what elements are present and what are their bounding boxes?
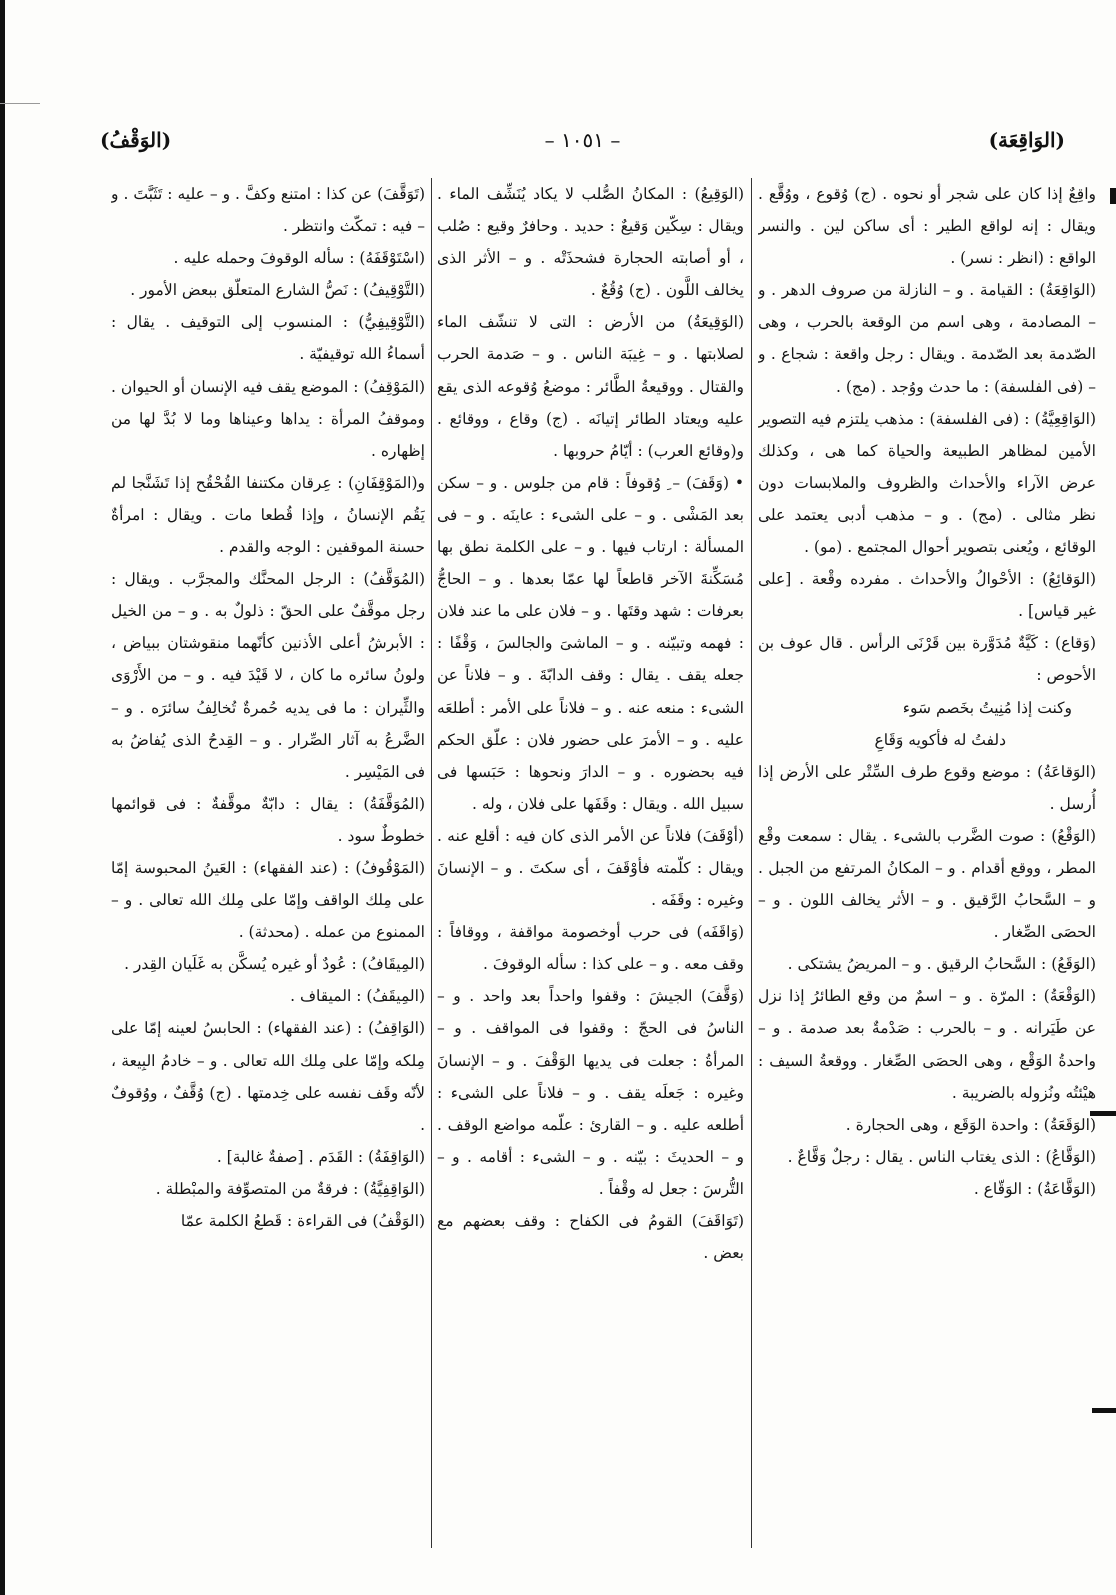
- entry: (الوَقَّاعُ) : الذى يغتاب الناس . يقال : رجلٌ وَقَّاعٌ .: [787, 1147, 1096, 1166]
- entry: (التَّوْقِيفُ) : نَصُّ الشارع المتعلّق ببعض الأمور .: [130, 281, 425, 300]
- entry: (الوَاقِفَةُ) : القَدَم . [صفةٌ غالبة] .: [216, 1147, 425, 1166]
- column-divider: [431, 178, 432, 1548]
- entry: (وَقاع) : كَيَّةٌ مُدَوَّرة بين قَرْنَى الرأس . قال عوف بن الأحوص :: [758, 634, 1096, 685]
- entry: (اسْتَوْقَفَهُ) : سأله الوقوفَ وحمله عليه .: [173, 249, 425, 268]
- entry: (وَاقَفَه) فى حرب أوخصومة مواقفة ، ووقافاً : وقف معه . و – على كذا : سأله الوقوفَ .: [437, 923, 744, 974]
- entry: (الوَقْعُ) : صوت الضَّرب بالشىء . يقال : سمعت وقْع المطر ، ووقع أقدام . و – المكانُ المرتفع من الجبل . و – السَّحابُ الرَّقيق . و – الأثر يخالف اللون . و – الحصَى الصِّغار .: [758, 826, 1096, 942]
- entry: (أوْقَفَ) فلاناً عن الأمر الذى كان فيه : أقلع عنه . ويقال : كلّمته فأوْقَفَ ، أى سكتَ . و – الإنسانَ وغيره : وقَفَه .: [437, 826, 744, 910]
- verse-line: وكنت إذا مُنِيتُ بخَصم سَوء: [902, 698, 1072, 717]
- entry: (التَّوْقِيفِيُّ) : المنسوب إلى التوقيف . يقال : أسماءُ الله توقيفيّة .: [111, 313, 425, 364]
- scan-mark: [0, 103, 40, 104]
- running-head-last-entry: (الوَقْفُ): [100, 128, 172, 152]
- entry: (المِيقَافُ) : عُودٌ أو غيره يُسكَّن به غَلَيان القِدر .: [124, 955, 425, 974]
- margin-mark: [1090, 1111, 1116, 1116]
- binding-edge: [0, 0, 5, 1595]
- entry: (الوَقْفُ) فى القراءة : قَطعُ الكلمة عمّا: [180, 1212, 425, 1230]
- entry: (المُوَقَّفَةُ) : يقال : دابّةٌ موقَّفةٌ : فى قوائمها خطوطٌ سود .: [111, 794, 425, 845]
- entry: (الوَقَعُ) : السَّحابُ الرقيق . و – المريضُ يشتكى .: [787, 955, 1096, 974]
- margin-mark: [1110, 188, 1116, 204]
- entry: • (وَقَفَ) – ِ وُقوفاً : قام من جلوس . و – سكن بعد المَشْى . و – على الشىء : عاينَه . و – فى المسألة : ارتاب فيها . و – على الكلمة نطق بها مُسَكِّنةَ الآخر قاطعاً لها عمّا بعدها . و – الحاجُّ بعرفات : شهد وقتَها . و – فلان على ما عند فلان : فهمه وتبيّنه . و – الماشىَ والجالسَ ، وَقْفًا : جعله يقف . يقال : وقف الدابّةَ . و – فلاناً عن الشىء : منعه عنه . و – فلاناً على الأمر : أطلعَه عليه . و – الأمرَ على حضور فلان : علّق الحكم فيه بحضوره . و – الدارَ ونحوها : حَبَسها فى سبيل الله . ويقال : وقَفَها على فلان ، وله .: [437, 473, 744, 813]
- entry: (الوَقائِعُ) : الأحْوالُ والأحداث . مفرده وقْعة . [على غير قياس] .: [758, 570, 1096, 621]
- entry: (الوَقاعَةُ) : موضع وقوع طرف السِّتْر على الأرض إذا أُرسل .: [758, 762, 1096, 813]
- entry: (الوَقِيعُ) : المكانُ الصُّلب لا يكاد يُنَشِّف الماء . ويقال : سِكّين وَقيعٌ : حديد . وحافرٌ وقيع : صُلب ، أو أصابته الحجارة فشحذَتْه . و – الأثر الذى يخالف اللَّون . (ج) وُقُعٌ .: [437, 185, 744, 300]
- entry: و(المَوْقِفَانِ) : عِرقان مكتنفا القُحْقُح إذا تَشَنَّجا لم يَقُم الإنسانُ ، وإذا قُطعا مات . ويقال : امرأةٌ حسنة الموقفين : الوجه والقدم .: [111, 473, 425, 557]
- entry: (المُوَقَّفُ) : الرجل المحنَّك والمجرَّب . ويقال : رجل موقَّفٌ على الحقّ : ذلولٌ به . و – من الخيل : الأبرشُ أعلى الأذنين كأنّهما منقوشتان ببياض ، ولونُ سائره ما كان ، لا قَيْدَ فيه . و – من الأَرْوَى والثِّيران : ما فى يديه حُمرةٌ تُخالِفُ سائرَه . و – الضَّرعُ به آثار الصِّرار . و – القِدحُ الذى يُفاضُ به فى المَيْسِر .: [111, 570, 425, 781]
- verse-line: دلفتُ له فأكويه وَقَاعِ: [874, 730, 1006, 749]
- entry: (تَوَاقَفَ) القومُ فى الكفاح : وقف بعضهم مع بعض .: [437, 1212, 744, 1263]
- entry: (وَقَّفَ) الجيشَ : وقفوا واحداً بعد واحد . و – الناسُ فى الحجّ : وقفوا فى المواقف . و – المرأةُ : جعلت فى يديها الوَقْفَ . و – الإنسانَ وغيره : جَعلَه يقف . و – فلاناً على الشىء : أطلعه عليه . و – القارئ : علّمه مواضع الوقف . و – الحديثَ : بيّنه . و – الشىء : أقامه . و – التُّرسَ : جعل له وقْفاً .: [437, 987, 744, 1198]
- entry: (المَوْقِفُ) : الموضع يقف فيه الإنسان أو الحيوان . وموقفُ المرأة : يداها وعيناها وما لا بُدَّ لها من إظهاره .: [111, 377, 425, 460]
- page-number: – ١٠٥١ –: [544, 128, 621, 152]
- entry: (الوَاقِفُ) : (عند الفقهاء) : الحابسُ لعينه إمّا على مِلكه وإمّا على مِلك الله تعالى . و – خادمُ البِيعة ، لأنّه وقَف نفسه على خِدمتها . (ج) وُقَّفٌ ، ووُقوفٌ .: [111, 1019, 425, 1134]
- entry: (المَوْقُوفُ) : (عند الفقهاء) : العَينُ المحبوسة إمّا على مِلك الواقف وإمّا على مِلك الله تعالى . و – الممنوع من عمله . (محدثة) .: [111, 858, 425, 942]
- margin-mark: [1092, 1408, 1116, 1413]
- entry: (الوَاقِعِيَّةُ) : (فى الفلسفة) : مذهب يلتزم فيه التصوير الأمين لمظاهر الطبيعة والحياة كما هى ، وكذلك عرض الآراء والأحداث والظروف والملابسات دون نظر مثالى . (مج) . و – مذهب أدبى يعتمد على الوقائع ، ويُعنى بتصوير أحوال المجتمع . (مو) .: [758, 409, 1096, 557]
- entry: (الوَقَّاعَةُ) : الوَقّاع .: [973, 1179, 1096, 1198]
- entry: (الوَقِيعَةُ) من الأرض : التى لا تنشّف الماء لصلابتها . و – غِيبَة الناس . و – صَدمة الحرب والقتال . ووقيعةُ الطَّائر : موضعُ وُقوعه الذى يقع عليه ويعتاد الطائر إتيانَه . (ج) وقاع ، ووقائع . و(وقائع العرب) : أيّامُ حروبها .: [437, 313, 744, 460]
- entry: (المِيقَفُ) : الميقاف .: [290, 987, 425, 1006]
- entry: (الوَقْعَةُ) : المرّة . و – اسمٌ من وقع الطائرُ إذا نزل عن طَيَرانه . و – بالحرب : صَدْمةٌ بعد صدمة . و – واحدةُ الوَقْع ، وهى الحصَى الصِّغار . ووقعةُ السيف : هيْئتُه ونُزوله بالضريبة .: [758, 987, 1096, 1102]
- column-divider: [751, 178, 752, 1548]
- entry: (الوَقَعَةُ) : واحدة الوَقَع ، وهى الحجارة .: [845, 1115, 1096, 1134]
- entry: (تَوَقَّفَ) عن كذا : امتنع وكفَّ . و – عليه : تَثَبَّتَ . و – فيه : تمكّث وانتظر .: [111, 185, 425, 236]
- column-left: [111, 178, 425, 1548]
- page-header: [100, 128, 1065, 160]
- entry: (الوَاقِعَةُ) : القيامة . و – النازلة من صروف الدهر . و – المصادمة ، وهى اسم من الوقعة بالحرب ، وهى الصّدمة بعد الصّدمة . ويقال : رجل واقعة : شجاع . و – (فى الفلسفة) : ما حدث ووُجد . (مج) .: [758, 281, 1096, 396]
- column-right: [758, 178, 1096, 1548]
- entry: (الوَاقِفِيَّةُ) : فرقةٌ من المتصوِّفة والمبْطلة .: [155, 1179, 425, 1198]
- column-center: [437, 178, 744, 1558]
- entry: واقِعٌ إذا كان على شجر أو نحوه . (ج) وُقوع ، ووُقَّع . ويقال : إنه لواقع الطير : أى ساكن لين . والنسر الواقع : (انظر : نسر) .: [758, 185, 1096, 268]
- running-head-first-entry: (الوَاقِعَة): [988, 128, 1065, 152]
